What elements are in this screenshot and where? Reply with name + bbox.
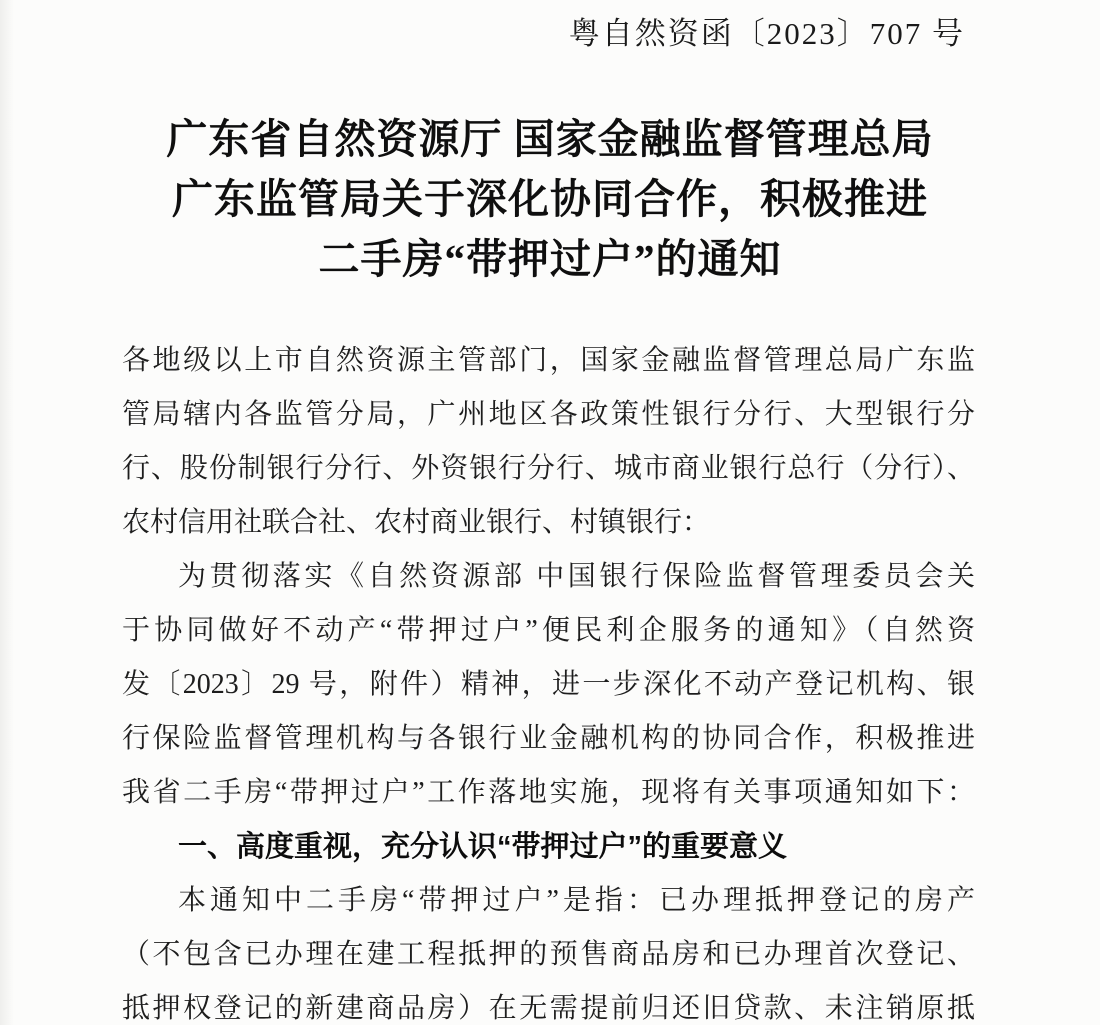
body-line-recipients-2: 管局辖内各监管分局，广州地区各政策性银行分行、大型银行分 [122, 399, 975, 430]
document-number: 粤自然资函〔2023〕707 号 [568, 16, 965, 51]
body-line-intro-2: 于协同做好不动产“带押过户”便民利企服务的通知》（自然资 [122, 615, 975, 646]
body-line-intro-5: 我省二手房“带押过户”工作落地实施，现将有关事项通知如下： [122, 777, 975, 808]
body-line-section1-1: 本通知中二手房“带押过户”是指：已办理抵押登记的房产 [178, 885, 975, 916]
body-line-section1-2: （不包含已办理在建工程抵押的预售商品房和已办理首次登记、 [122, 939, 975, 970]
section-1-heading: 一、高度重视，充分认识“带押过户”的重要意义 [178, 831, 788, 863]
notice-body [122, 334, 975, 1025]
body-line-section1-3: 抵押权登记的新建商品房）在无需提前归还旧贷款、未注销原抵 [122, 993, 975, 1024]
body-line-recipients-3: 行、股份制银行分行、外资银行分行、城市商业银行总行（分行）、 [122, 453, 975, 484]
body-line-recipients-4: 农村信用社联合社、农村商业银行、村镇银行： [122, 507, 711, 538]
notice-title [0, 109, 1100, 289]
notice-title-line-3: 二手房“带押过户”的通知 [318, 236, 782, 282]
notice-title-line-1: 广东省自然资源厅 国家金融监督管理总局 [166, 116, 934, 162]
body-line-intro-3: 发〔2023〕29 号，附件）精神，进一步深化不动产登记机构、银 [122, 669, 975, 700]
body-line-intro-1: 为贯彻落实《自然资源部 中国银行保险监督管理委员会关 [178, 561, 975, 592]
body-line-intro-4: 行保险监督管理机构与各银行业金融机构的协同合作，积极推进 [122, 723, 975, 754]
notice-title-line-2: 广东监管局关于深化协同合作，积极推进 [172, 176, 928, 222]
body-line-recipients-1: 各地级以上市自然资源主管部门，国家金融监督管理总局广东监 [122, 345, 975, 376]
